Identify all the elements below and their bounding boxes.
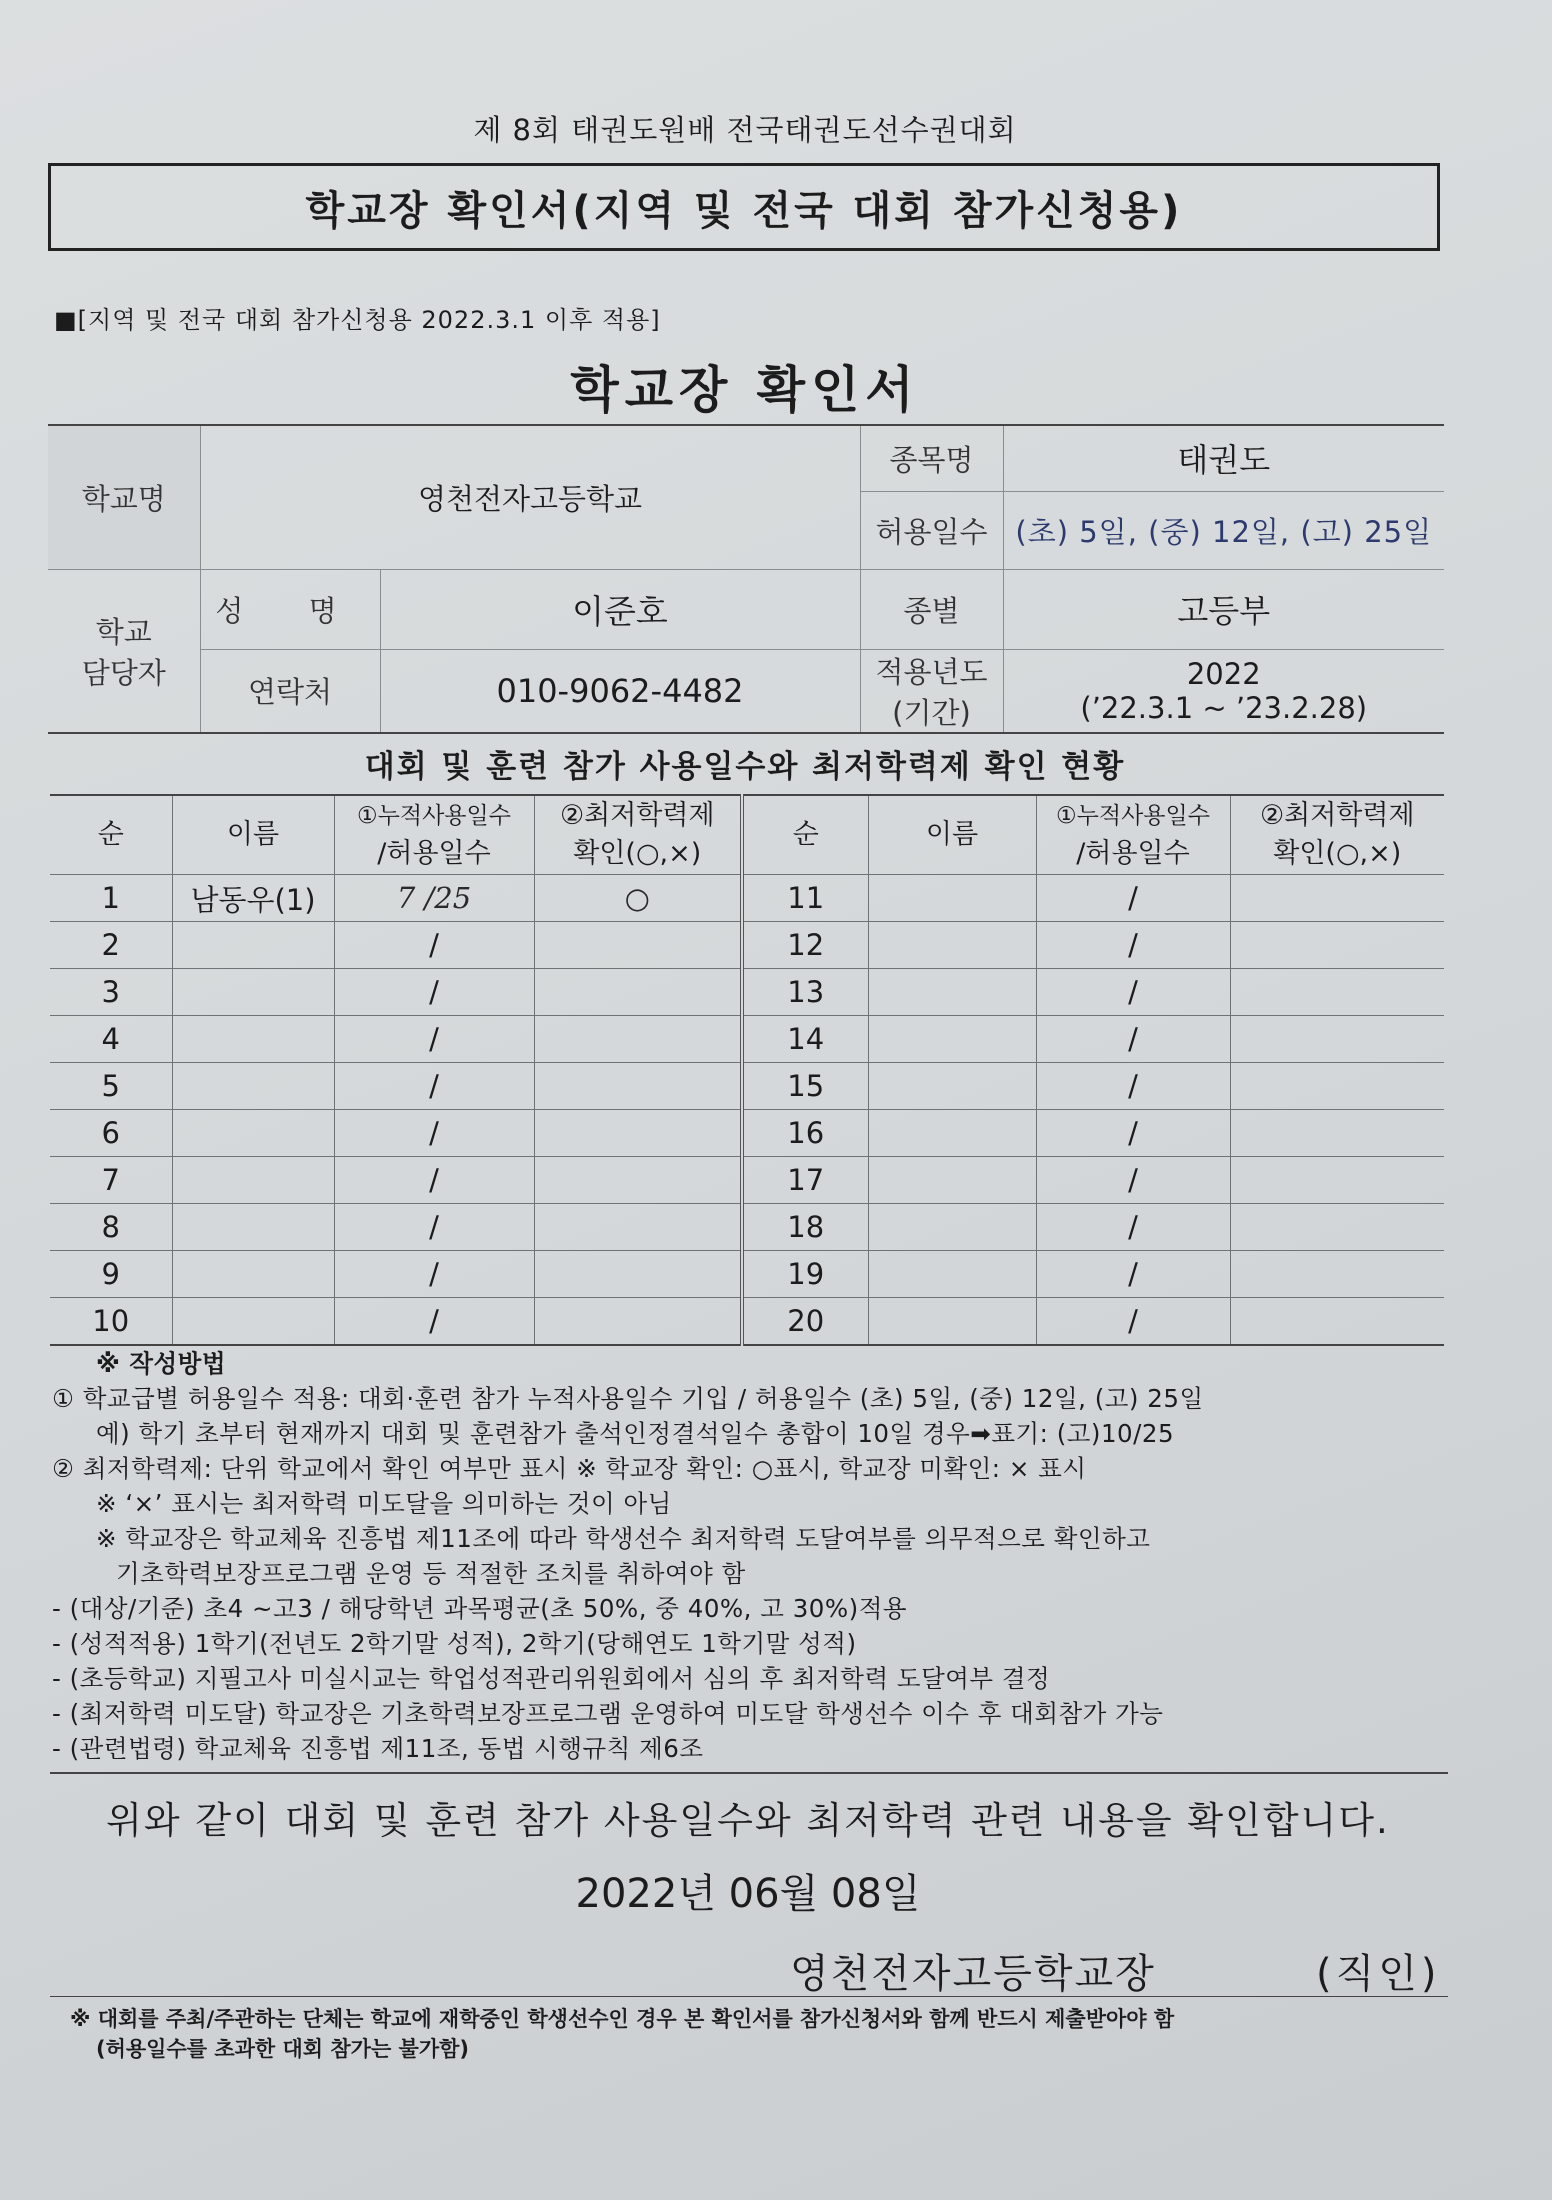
row-check (534, 1251, 742, 1298)
footer-line2: (허용일수를 초과한 대회 참가는 불가함) (96, 2037, 470, 2061)
period-label-line2: (기간) (892, 695, 971, 730)
row-check (1230, 875, 1444, 922)
row-name (172, 1157, 334, 1204)
note-minimum-academic: ② 최저학력제: 단위 학교에서 확인 여부만 표시 ※ 학교장 확인: ○표시, 학교장 미확인: × 표시 (52, 1454, 1087, 1483)
manager-label-line1: 학교 (95, 614, 152, 649)
period-value (1003, 649, 1444, 733)
col-academic-left (534, 795, 742, 875)
row-no: 18 (742, 1204, 868, 1251)
row-no: 12 (742, 922, 868, 969)
row-check (1230, 1016, 1444, 1063)
col-days-line1: ①누적사용일수 (1056, 803, 1210, 829)
col-name-left: 이름 (172, 795, 334, 875)
row-days: / (334, 969, 534, 1016)
confirmation-statement: 위와 같이 대회 및 훈련 참가 사용일수와 최저학력 관련 내용을 확인합니다. (106, 1799, 1390, 1842)
row-no: 2 (50, 922, 172, 969)
note-x-meaning: ※ ‘×’ 표시는 최저학력 미도달을 의미하는 것이 아님 (96, 1489, 672, 1518)
row-no: 6 (50, 1110, 172, 1157)
row-no: 20 (742, 1298, 868, 1346)
row-check (534, 1157, 742, 1204)
table-row (50, 1298, 1444, 1346)
table-row (50, 875, 1444, 922)
row-days: / (334, 1016, 534, 1063)
row-name (868, 1016, 1036, 1063)
row-days: 7 /25 (334, 875, 534, 922)
note-principal-duty: ※ 학교장은 학교체육 진흥법 제11조에 따라 학생선수 최저학력 도달여부를 의무적으로 확인하고 (96, 1524, 1151, 1553)
row-check (534, 1016, 742, 1063)
table-row (50, 922, 1444, 969)
col-academic-right (1230, 795, 1444, 875)
official-seal-mark: (직인) (1316, 1951, 1441, 1997)
row-days: / (334, 1251, 534, 1298)
row-days: / (1036, 969, 1230, 1016)
table-row (50, 1110, 1444, 1157)
row-days: / (334, 1157, 534, 1204)
row-name (868, 1063, 1036, 1110)
period-range: (’22.3.1 ~ ’23.2.28) (1080, 690, 1368, 725)
col-no-right: 순 (742, 795, 868, 875)
manager-name-value: 이준호 (380, 569, 860, 649)
allowed-days-label: 허용일수 (860, 491, 1003, 569)
contact-label: 연락처 (200, 649, 380, 733)
manager-label-line2: 담당자 (81, 655, 166, 690)
table-row (50, 1016, 1444, 1063)
note-not-reached: - (최저학력 미도달) 학교장은 기초학력보장프로그램 운영하여 미도달 학생선수 이수 후 대회참가 가능 (52, 1699, 1164, 1728)
col-name-right: 이름 (868, 795, 1036, 875)
row-days: / (1036, 1016, 1230, 1063)
row-check (534, 969, 742, 1016)
col-no-left: 순 (50, 795, 172, 875)
table-header-row (50, 795, 1444, 875)
apply-note: ■[지역 및 전국 대회 참가신청용 2022.3.1 이후 적용] (54, 306, 661, 334)
table-row (50, 969, 1444, 1016)
period-label-line1: 적용년도 (875, 654, 988, 689)
row-name: 남동우(1) (172, 875, 334, 922)
note-law: - (관련법령) 학교체육 진흥법 제11조, 동법 시행규칙 제6조 (52, 1734, 704, 1763)
notes-heading: ※ 작성방법 (96, 1349, 227, 1378)
row-name (868, 922, 1036, 969)
row-name (172, 1063, 334, 1110)
row-check (534, 1204, 742, 1251)
row-no: 17 (742, 1157, 868, 1204)
col-days-line1: ①누적사용일수 (357, 803, 511, 829)
row-name (868, 1251, 1036, 1298)
contest-title: 제 8회 태권도원배 전국태권도선수권대회 (473, 113, 1017, 147)
row-no: 3 (50, 969, 172, 1016)
row-name (172, 1251, 334, 1298)
table-row (50, 1063, 1444, 1110)
table-row (50, 1251, 1444, 1298)
col-days-line2: /허용일수 (1076, 838, 1190, 869)
row-days: / (1036, 922, 1230, 969)
division-value: 고등부 (1003, 569, 1444, 649)
row-no: 15 (742, 1063, 868, 1110)
footer-line1: ※ 대회를 주최/주관하는 단체는 학교에 재학중인 학생선수인 경우 본 확인서를 참가신청서와 함께 반드시 제출받아야 함 (70, 2007, 1175, 2031)
row-days: / (1036, 1110, 1230, 1157)
school-info-table (48, 424, 1444, 734)
row-days: / (1036, 1204, 1230, 1251)
col-academic-line1: ②최저학력제 (559, 800, 715, 831)
note-allowed-days: ① 학교급별 허용일수 적용: 대회·훈련 참가 누적사용일수 기입 / 허용일수 (초) 5일, (중) 12일, (고) 25일 (52, 1384, 1204, 1413)
row-no: 9 (50, 1251, 172, 1298)
row-check (534, 1298, 742, 1346)
row-name (868, 1110, 1036, 1157)
row-name (172, 922, 334, 969)
col-academic-line2: 확인(○,×) (573, 838, 702, 869)
writing-instructions (52, 1346, 1452, 1766)
note-grade-apply: - (성적적용) 1학기(전년도 2학기말 성적), 2학기(당해연도 1학기말 성적) (52, 1629, 857, 1658)
row-no: 14 (742, 1016, 868, 1063)
row-check (1230, 1251, 1444, 1298)
row-no: 1 (50, 875, 172, 922)
row-no: 11 (742, 875, 868, 922)
col-days-left (334, 795, 534, 875)
row-name (868, 1204, 1036, 1251)
row-no: 5 (50, 1063, 172, 1110)
col-academic-line2: 확인(○,×) (1273, 838, 1402, 869)
row-check (1230, 1204, 1444, 1251)
row-check (534, 1110, 742, 1157)
participation-table (50, 794, 1444, 1346)
form-title-box: 학교장 확인서(지역 및 전국 대회 참가신청용) (48, 163, 1440, 251)
note-example: 예) 학기 초부터 현재까지 대회 및 훈련참가 출석인정결석일수 총합이 10일 경우➡표기: (고)10/25 (96, 1419, 1175, 1448)
period-year: 2022 (1186, 656, 1261, 691)
row-days: / (1036, 875, 1230, 922)
table-row (50, 1157, 1444, 1204)
row-check (1230, 1157, 1444, 1204)
manager-name-label: 성 명 (200, 569, 380, 649)
row-no: 7 (50, 1157, 172, 1204)
note-elementary: - (초등학교) 지필고사 미실시교는 학업성적관리위원회에서 심의 후 최저학력 도달여부 결정 (52, 1664, 1051, 1693)
row-check (1230, 1063, 1444, 1110)
school-name-value: 영천전자고등학교 (200, 425, 860, 569)
row-days: / (334, 1204, 534, 1251)
row-no: 8 (50, 1204, 172, 1251)
school-name-label: 학교명 (48, 425, 200, 569)
row-no: 13 (742, 969, 868, 1016)
row-days: / (334, 1110, 534, 1157)
division-label: 종별 (860, 569, 1003, 649)
row-days: / (1036, 1063, 1230, 1110)
table-row (50, 1204, 1444, 1251)
row-name (172, 1016, 334, 1063)
event-value: 태권도 (1003, 425, 1444, 491)
row-name (172, 1204, 334, 1251)
row-name (868, 875, 1036, 922)
period-label (860, 649, 1003, 733)
footer-note (70, 2004, 1460, 2064)
row-name (172, 969, 334, 1016)
row-name (172, 1298, 334, 1346)
row-no: 10 (50, 1298, 172, 1346)
principal-signer: 영천전자고등학교장 (790, 1951, 1156, 1997)
row-name (172, 1110, 334, 1157)
contact-value: 010-9062-4482 (380, 649, 860, 733)
row-name (868, 1298, 1036, 1346)
divider (50, 1772, 1448, 1774)
col-days-line2: /허용일수 (377, 838, 491, 869)
row-days: / (1036, 1157, 1230, 1204)
document-title: 학교장 확인서 (570, 361, 920, 419)
row-name (868, 969, 1036, 1016)
note-target: - (대상/기준) 초4 ~고3 / 해당학년 과목평균(초 50%, 중 40%, 고 30%)적용 (52, 1594, 908, 1623)
event-label: 종목명 (860, 425, 1003, 491)
row-check (1230, 922, 1444, 969)
row-days: / (334, 1063, 534, 1110)
row-check (534, 1063, 742, 1110)
allowed-days-value: (초) 5일, (중) 12일, (고) 25일 (1003, 491, 1444, 569)
row-check: ○ (534, 875, 742, 922)
row-check (1230, 969, 1444, 1016)
row-no: 16 (742, 1110, 868, 1157)
row-no: 4 (50, 1016, 172, 1063)
issue-date: 2022년 06월 08일 (575, 1871, 921, 1917)
manager-label (48, 569, 200, 733)
note-principal-duty-cont: 기초학력보장프로그램 운영 등 적절한 조치를 취하여야 함 (116, 1559, 746, 1588)
row-no: 19 (742, 1251, 868, 1298)
section-title: 대회 및 훈련 참가 사용일수와 최저학력제 확인 현황 (364, 749, 1126, 785)
row-days: / (1036, 1251, 1230, 1298)
row-check (1230, 1298, 1444, 1346)
col-academic-line1: ②최저학력제 (1259, 800, 1415, 831)
col-days-right (1036, 795, 1230, 875)
row-days: / (334, 1298, 534, 1346)
row-days: / (1036, 1298, 1230, 1346)
row-check (534, 922, 742, 969)
row-days: / (334, 922, 534, 969)
footer-divider (50, 1996, 1448, 1997)
row-name (868, 1157, 1036, 1204)
row-check (1230, 1110, 1444, 1157)
